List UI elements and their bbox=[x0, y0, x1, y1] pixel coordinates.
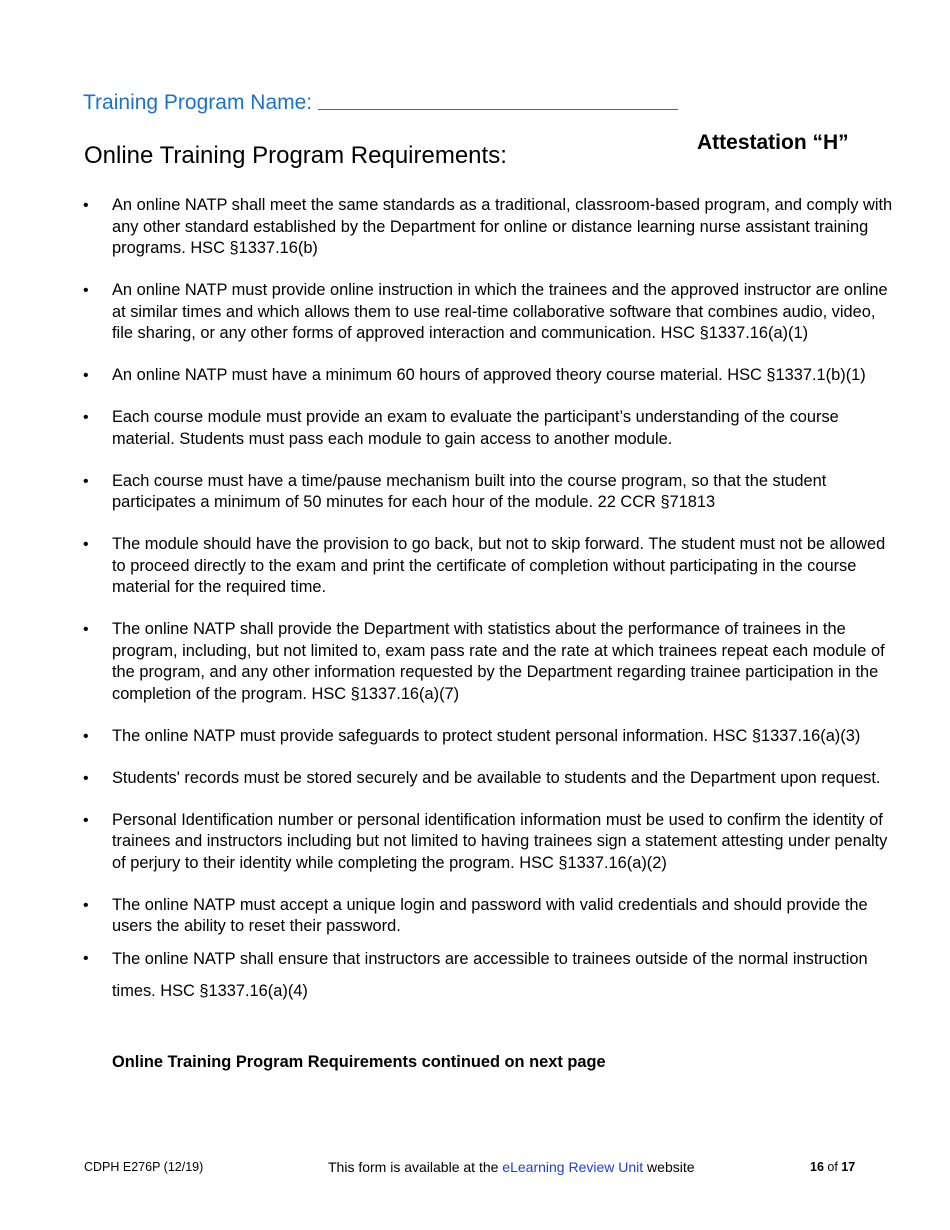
bullet-icon: • bbox=[83, 472, 89, 490]
form-code: CDPH E276P (12/19) bbox=[84, 1160, 204, 1174]
page-footer bbox=[0, 1159, 950, 1179]
requirement-text: The online NATP must accept a unique login and password with valid credentials and should provide the users the ability to reset their password. bbox=[112, 895, 868, 935]
availability-suffix: website bbox=[643, 1159, 695, 1175]
bullet-icon: • bbox=[83, 769, 89, 787]
attestation-label: Attestation “H” bbox=[697, 131, 849, 154]
requirement-text: Each course module must provide an exam to evaluate the participant’s understanding of the course material. Students must pass each module to gain access to another module. bbox=[112, 408, 839, 448]
requirement-text: An online NATP must provide online instruction in which the trainees and the approved instructor are online at similar times and which allows them to use real-time collaborative software that combines audio, video, file sharing, or any other forms of approved interaction and communication. HSC §1337.16(a)(1) bbox=[112, 281, 888, 342]
requirement-item bbox=[0, 534, 950, 599]
requirement-item bbox=[0, 471, 950, 514]
bullet-icon: • bbox=[83, 621, 89, 638]
bullet-icon: • bbox=[83, 727, 89, 745]
requirement-item bbox=[0, 195, 950, 260]
requirement-item bbox=[0, 407, 950, 450]
bullet-icon: • bbox=[83, 197, 89, 214]
elearning-review-unit-link[interactable]: eLearning Review Unit bbox=[502, 1159, 644, 1175]
bullet-icon: • bbox=[83, 949, 89, 967]
page-current: 16 bbox=[810, 1160, 824, 1174]
requirement-item bbox=[0, 810, 950, 875]
program-name-label: Training Program Name: bbox=[83, 91, 313, 114]
bullet-icon: • bbox=[83, 409, 89, 426]
bullet-icon: • bbox=[83, 536, 89, 553]
requirement-item bbox=[0, 943, 950, 1007]
requirement-item bbox=[0, 619, 950, 705]
requirement-item bbox=[0, 365, 950, 387]
requirement-item bbox=[0, 280, 950, 345]
continued-note: Online Training Program Requirements continued on next page bbox=[112, 1053, 606, 1071]
program-name-blank-line bbox=[318, 89, 678, 110]
requirement-text: The module should have the provision to go back, but not to skip forward. The student must not be allowed to proceed directly to the exam and print the certificate of completion without participating in the course material for the required time. bbox=[112, 535, 886, 596]
requirement-item bbox=[0, 768, 950, 790]
requirement-text: An online NATP shall meet the same standards as a traditional, classroom-based program, and comply with any other standard established by the Department for online or distance learning nurse assistant training programs. HSC §1337.16(b) bbox=[112, 196, 893, 257]
requirement-text: The online NATP shall provide the Department with statistics about the performance of trainees in the program, including, but not limited to, exam pass rate and the rate at which trainees repeat each module of the program, and any other information requested by the Department regarding trainee participation in the completion of the program. HSC §1337.16(a)(7) bbox=[112, 620, 885, 703]
requirement-text: Students' records must be stored securely and be available to students and the Department upon request. bbox=[112, 768, 881, 787]
requirement-text: Personal Identification number or personal identification information must be used to confirm the identity of trainees and instructors including but not limited to having trainees sign a statement attesting under penalty of perjury to their identity while completing the program. HSC §1337.16(a)(2) bbox=[112, 810, 888, 872]
requirement-text: An online NATP must have a minimum 60 hours of approved theory course material. HSC §1337.1(b)(1) bbox=[112, 366, 866, 384]
bullet-icon: • bbox=[83, 811, 89, 829]
requirement-text: The online NATP shall ensure that instructors are accessible to trainees outside of the normal instruction times. HSC §1337.16(a)(4) bbox=[112, 949, 868, 1000]
page-of: of bbox=[823, 1160, 842, 1174]
availability-prefix: This form is available at the bbox=[328, 1159, 503, 1175]
requirement-text: The online NATP must provide safeguards to protect student personal information. HSC §1337.16(a)(3) bbox=[112, 726, 861, 745]
form-availability bbox=[328, 1159, 695, 1175]
requirement-item bbox=[0, 726, 950, 748]
page-total: 17 bbox=[841, 1160, 856, 1174]
bullet-icon: • bbox=[83, 367, 89, 384]
requirements-list bbox=[0, 195, 950, 1007]
page-number bbox=[810, 1160, 855, 1174]
requirement-item bbox=[0, 895, 950, 938]
requirement-text: Each course must have a time/pause mechanism built into the course program, so that the student participates a minimum of 50 minutes for each hour of the module. 22 CCR §71813 bbox=[112, 471, 827, 511]
section-title: Online Training Program Requirements: bbox=[84, 142, 507, 169]
program-name-field bbox=[83, 89, 678, 115]
bullet-icon: • bbox=[83, 896, 89, 914]
bullet-icon: • bbox=[83, 282, 89, 299]
